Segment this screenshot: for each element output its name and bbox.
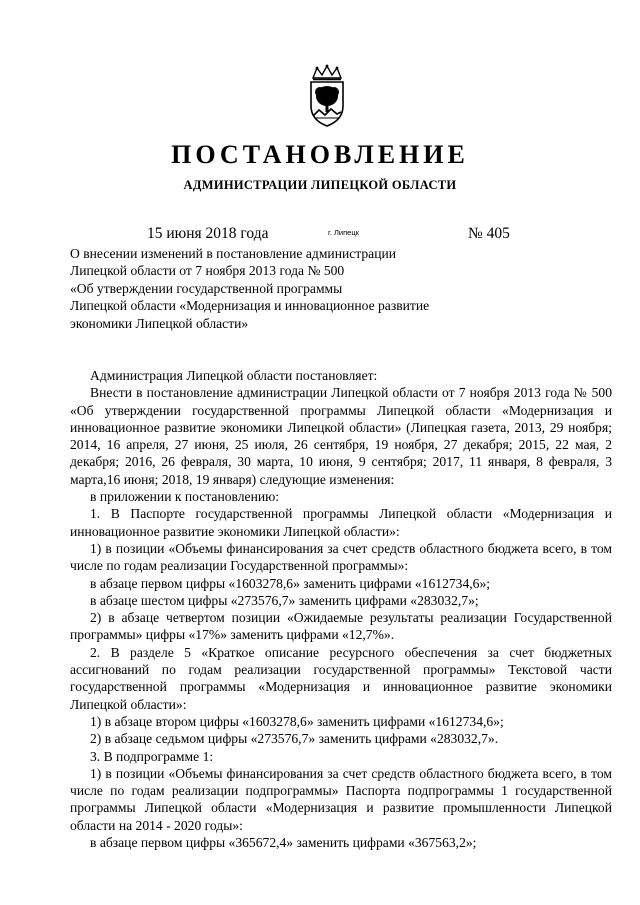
body-paragraph: 1) в абзаце втором цифры «1603278,6» заменить цифрами «1612734,6»; <box>90 713 504 729</box>
body-paragraph: Администрация Липецкой области постановляет: <box>90 368 378 383</box>
body-paragraph: 1. В Паспорте государственной программы Липецкой области «Модернизация и инновационное развитие экономики Липецкой области»: <box>70 506 612 539</box>
document-body <box>70 367 612 851</box>
body-paragraph: Внести в постановление администрации Липецкой области от 7 ноября 2013 года № 500 «Об утверждении государственной программы Липецкой области «Модернизация и инновационное развитие экономики Липецкой области» (Липецкая газета, 2013, 29 ноября; 2014, 16 апреля, 27 июня, 25 июля, 26 сентября, 19 ноября, 27 декабря; 2015, 22 мая, 2 декабря; 2016, 26 февраля, 30 марта, 10 июня, 9 сентября; 2017, 11 января, 8 февраля, 3 марта,16 июня; 2018, 19 января) следующие изменения: <box>70 385 612 487</box>
body-paragraph: 2) в абзаце седьмом цифры «273576,7» заменить цифрами «283032,7». <box>90 731 499 747</box>
lipetsk-coat-of-arms-icon <box>303 64 351 128</box>
body-paragraph: в абзаце шестом цифры «273576,7» заменить цифрами «283032,7»; <box>90 592 479 608</box>
body-paragraph: в абзаце первом цифры «1603278,6» заменить цифрами «1612734,6»; <box>90 575 491 591</box>
subject-line: О внесении изменений в постановление администрации <box>70 246 397 261</box>
document-city: г. Липецк <box>328 228 359 237</box>
document-date: 15 июня 2018 года <box>147 225 269 242</box>
issuing-authority: АДМИНИСТРАЦИИ ЛИПЕЦКОЙ ОБЛАСТИ <box>183 178 457 192</box>
body-paragraph: в приложении к постановлению: <box>90 489 280 505</box>
subject-line: Липецкой области «Модернизация и инновационное развитие <box>70 298 430 314</box>
body-paragraph: в абзаце первом цифры «365672,4» заменить цифрами «367563,2»; <box>90 835 477 851</box>
body-paragraph: 2) в абзаце четвертом позиции «Ожидаемые результаты реализации Государственной программы» цифры «17%» заменить цифрами «12,7%». <box>70 610 612 643</box>
body-paragraph: 1) в позиции «Объемы финансирования за счет средств областного бюджета всего, в том числе по годам реализации Государственной программы»: <box>70 540 612 574</box>
body-paragraph: 2. В разделе 5 «Краткое описание ресурсного обеспечения за счет бюджетных ассигнований по годам реализации государственной программы» Текстовой части государственной программы «Модернизация и инновационное развитие экономики Липецкой области»: <box>70 644 612 712</box>
subject-line: «Об утверждении государственной программы <box>70 280 343 296</box>
body-paragraph: 1) в позиции «Объемы финансирования за счет средств областного бюджета всего, в том числе по годам реализации подпрограммы» Паспорта подпрограммы 1 государственной программы Липецкой области «Модернизация и развитие промышленности Липецкой области на 2014 - 2020 годы»: <box>70 765 612 833</box>
document-title: ПОСТАНОВЛЕНИЕ <box>171 140 469 169</box>
document-subject <box>70 245 540 332</box>
subject-line: экономики Липецкой области» <box>70 315 249 331</box>
body-paragraph: 3. В подпрограмме 1: <box>90 748 214 764</box>
document-number: № 405 <box>468 225 510 242</box>
subject-line: Липецкой области от 7 ноября 2013 года № 500 <box>70 263 345 279</box>
